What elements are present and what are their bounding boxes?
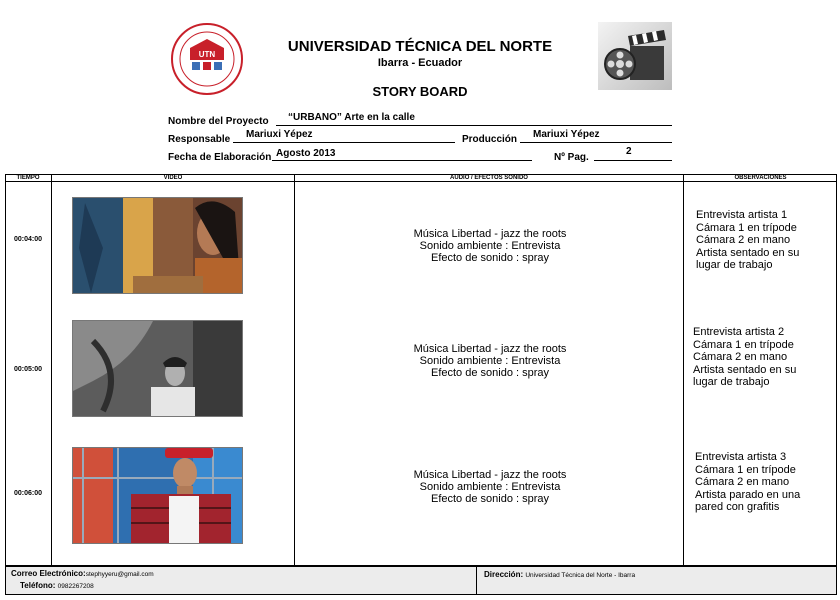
responsible-value: Mariuxi Yépez xyxy=(246,129,313,140)
phone-label: Teléfono: xyxy=(20,581,56,590)
address-value: Universidad Técnica del Norte - Ibarra xyxy=(525,572,636,579)
row-2-audio xyxy=(296,343,684,379)
responsible-line xyxy=(233,142,455,143)
project-label: Nombre del Proyecto xyxy=(168,116,269,127)
observation-line: lugar de trabajo xyxy=(693,376,770,388)
production-line xyxy=(520,142,672,143)
column-divider xyxy=(51,174,52,566)
observation-line: Cámara 2 en mano xyxy=(695,476,790,488)
university-logo xyxy=(168,22,246,96)
date-label: Fecha de Elaboración xyxy=(168,152,272,163)
audio-line: Sonido ambiente : Entrevista xyxy=(419,481,561,493)
row-3-observations xyxy=(695,451,800,514)
svg-text:UTN: UTN xyxy=(198,50,216,59)
row-2-observations xyxy=(693,326,796,389)
footer-address xyxy=(484,570,635,579)
row-1-video-thumbnail xyxy=(72,197,243,294)
footer-email xyxy=(11,569,154,578)
column-divider xyxy=(294,174,295,566)
audio-line: Efecto de sonido : spray xyxy=(430,493,549,505)
header-video: VIDEO xyxy=(163,175,183,181)
phone-value: 0982267208 xyxy=(57,583,94,590)
observation-line: Cámara 2 en mano xyxy=(696,234,791,246)
row-3-time: 00:06:00 xyxy=(13,490,43,497)
observation-line: Cámara 1 en trípode xyxy=(695,463,796,476)
observation-line: pared con grafitis xyxy=(695,501,780,513)
observation-line: Cámara 1 en trípode xyxy=(693,338,794,351)
observation-line: Cámara 1 en trípode xyxy=(696,221,797,234)
header-tiempo: TIEMPO xyxy=(16,175,40,181)
audio-line: Sonido ambiente : Entrevista xyxy=(419,240,561,252)
observation-line: Artista parado en una xyxy=(695,488,801,501)
observation-line: Artista sentado en su xyxy=(693,363,797,376)
observation-line: Artista sentado en su xyxy=(696,246,800,259)
row-1-observations xyxy=(696,209,799,272)
responsible-label: Responsable xyxy=(168,134,231,145)
film-reel-icon xyxy=(598,22,672,90)
date-value: Agosto 2013 xyxy=(276,148,336,159)
audio-line: Efecto de sonido : spray xyxy=(430,367,549,379)
audio-line: Efecto de sonido : spray xyxy=(430,252,549,264)
header-audio: AUDIO / EFECTOS SONIDO xyxy=(450,175,528,181)
audio-line: Música Libertad - jazz the roots xyxy=(413,469,567,481)
page-value: 2 xyxy=(626,146,632,157)
document-title: STORY BOARD xyxy=(372,84,468,99)
audio-line: Sonido ambiente : Entrevista xyxy=(419,355,561,367)
audio-line: Música Libertad - jazz the roots xyxy=(413,228,567,240)
header-observaciones: OBSERVACIONES xyxy=(734,175,787,181)
email-label: Correo Electrónico: xyxy=(11,569,86,578)
audio-line: Música Libertad - jazz the roots xyxy=(413,343,567,355)
row-2-video-thumbnail xyxy=(72,320,243,417)
project-line xyxy=(276,125,672,126)
city-subtitle: Ibarra - Ecuador xyxy=(377,57,463,69)
email-value: stephyyeru@gmail.com xyxy=(85,571,154,578)
production-value: Mariuxi Yépez xyxy=(533,129,600,140)
page-line xyxy=(594,160,672,161)
observation-line: Entrevista artista 2 xyxy=(693,326,785,338)
observation-line: Cámara 2 en mano xyxy=(693,351,788,363)
footer-phone xyxy=(20,581,94,590)
date-line xyxy=(272,160,532,161)
observation-line: lugar de trabajo xyxy=(696,259,773,271)
row-1-time: 00:04:00 xyxy=(13,236,43,243)
production-label: Producción xyxy=(462,134,518,145)
observation-line: Entrevista artista 1 xyxy=(696,209,788,221)
project-value: “URBANO” Arte en la calle xyxy=(288,112,415,123)
university-title: UNIVERSIDAD TÉCNICA DEL NORTE xyxy=(287,38,553,55)
row-2-time: 00:05:00 xyxy=(13,366,43,373)
address-label: Dirección: xyxy=(484,570,524,579)
footer-divider xyxy=(476,566,477,595)
page-label: Nº Pag. xyxy=(554,152,589,163)
row-3-video-thumbnail xyxy=(72,447,243,544)
row-1-audio xyxy=(296,228,684,264)
observation-line: Entrevista artista 3 xyxy=(695,451,787,463)
row-3-audio xyxy=(296,469,684,505)
